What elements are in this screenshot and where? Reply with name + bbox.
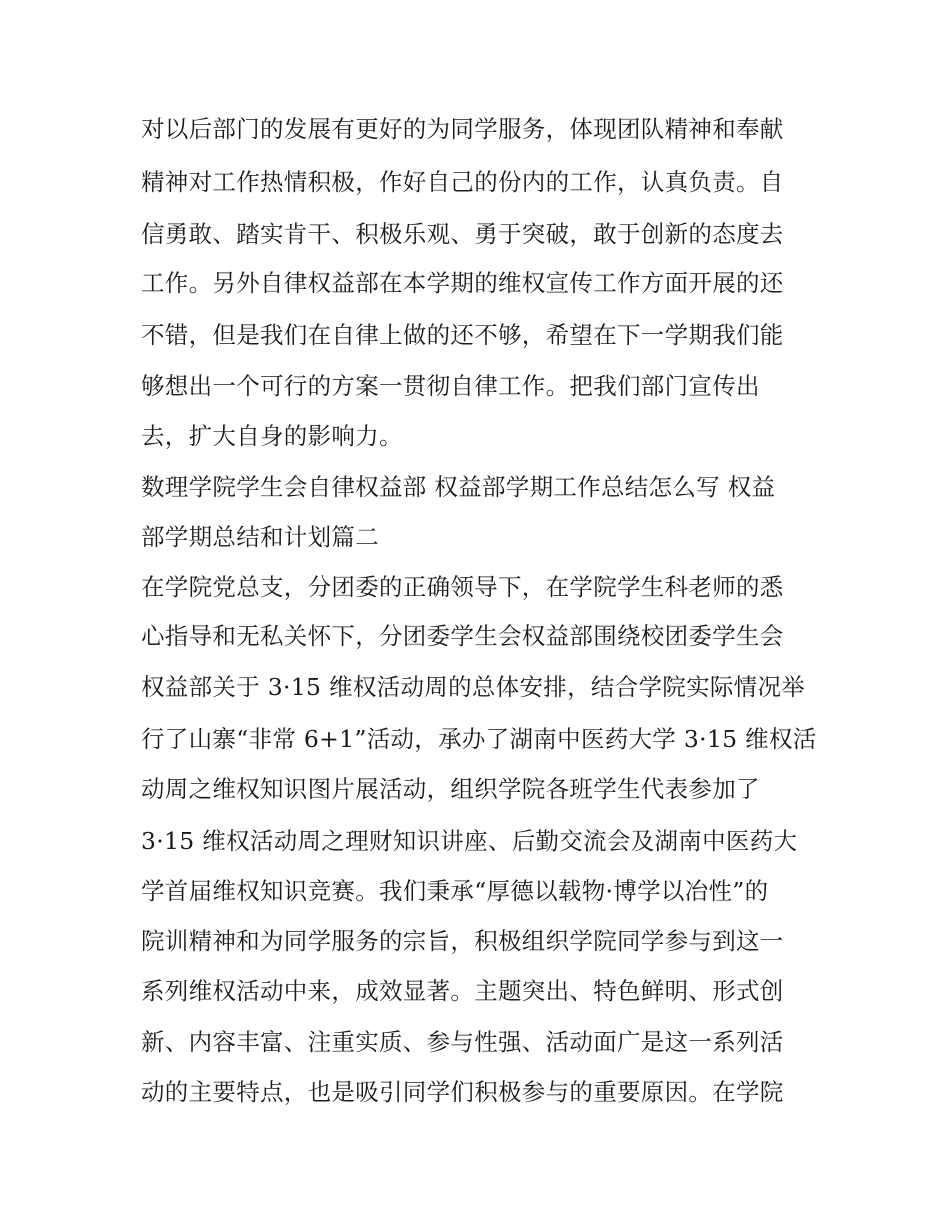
section-heading-line: 数理学院学生会自律权益部 权益部学期工作总结怎么写 权益 [141,473,776,501]
paragraph-line: 动的主要特点，也是吸引同学们积极参与的重要原因。在学院 [141,1078,784,1106]
paragraph-line: 精神对工作热情积极，作好自己的份内的工作，认真负责。自 [141,168,784,196]
paragraph-line: 不错，但是我们在自律上做的还不够，希望在下一学期我们能 [141,321,784,349]
paragraph-line: 系列维权活动中来，成效显著。主题突出、特色鲜明、形式创 [141,977,784,1005]
paragraph-line: 行了山寨“非常 6+1”活动，承办了湖南中医药大学 3·15 维权活 [141,725,817,753]
paragraph-line: 3·15 维权活动周之理财知识讲座、后勤交流会及湖南中医药大 [141,827,798,855]
paragraph-line: 信勇敢、踏实肯干、积极乐观、勇于突破，敢于创新的态度去 [141,220,784,248]
paragraph-line: 权益部关于 3·15 维权活动周的总体安排，结合学院实际情况举 [141,673,806,701]
paragraph-line: 在学院党总支，分团委的正确领导下，在学院学生科老师的悉 [141,573,784,601]
paragraph-line: 新、内容丰富、注重实质、参与性强、活动面广是这一系列活 [141,1028,784,1056]
paragraph-line: 对以后部门的发展有更好的为同学服务，体现团队精神和奉献 [141,115,784,143]
paragraph-line: 院训精神和为同学服务的宗旨，积极组织学院同学参与到这一 [141,927,784,955]
paragraph-line: 心指导和无私关怀下，分团委学生会权益部围绕校团委学生会 [141,622,784,650]
paragraph-line: 够想出一个可行的方案一贯彻自律工作。把我们部门宣传出 [141,372,760,400]
paragraph-line: 去，扩大自身的影响力。 [141,422,403,450]
paragraph-line: 学首届维权知识竞赛。我们秉承“厚德以载物·博学以冶性”的 [141,877,769,905]
paragraph-line: 动周之维权知识图片展活动，组织学院各班学生代表参加了 [141,775,760,803]
paragraph-line: 工作。另外自律权益部在本学期的维权宣传工作方面开展的还 [141,269,784,297]
section-heading-line: 部学期总结和计划篇二 [141,523,379,551]
